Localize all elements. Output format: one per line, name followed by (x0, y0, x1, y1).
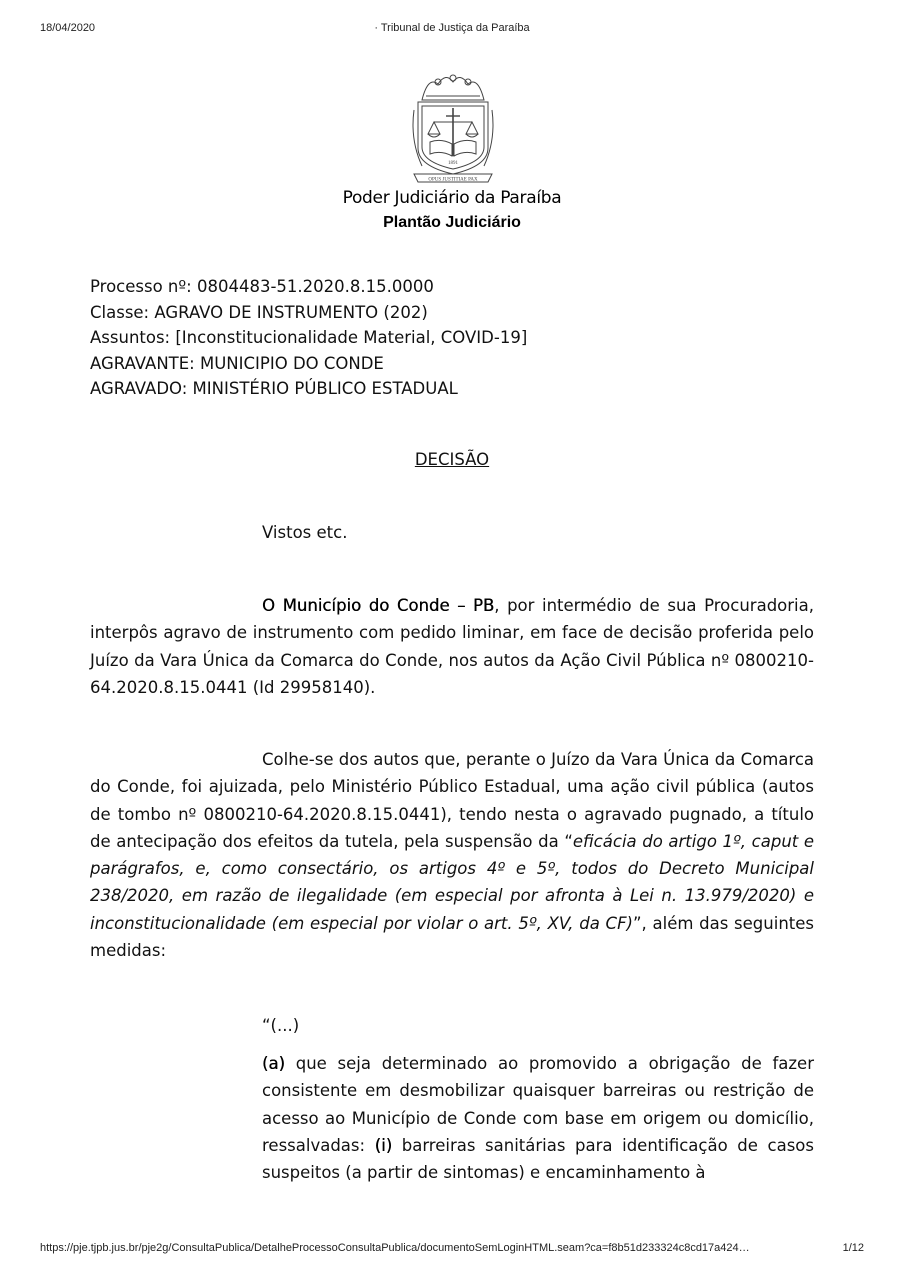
quote-open: “(...) (262, 1016, 300, 1035)
case-processo: Processo nº: 0804483-51.2020.8.15.0000 (90, 277, 434, 296)
print-header (0, 22, 904, 38)
org-subtitle: Plantão Judiciário (383, 214, 521, 231)
print-footer (0, 1242, 904, 1258)
case-assuntos: Assuntos: [Inconstitucionalidade Material, COVID-19] (90, 328, 528, 347)
quote-item-a-label: (a) (262, 1054, 285, 1073)
municipality-name: O Município do Conde – PB (262, 596, 495, 615)
quote-item-i-text: barreiras sanitárias para identificação de casos suspeitos (a partir de sintomas) e encaminhamento à (262, 1135, 814, 1183)
case-agravado: AGRAVADO: MINISTÉRIO PÚBLICO ESTADUAL (90, 379, 458, 398)
paragraph-vistos: Vistos etc. (262, 523, 348, 542)
decision-heading: DECISÃO (414, 450, 490, 469)
paragraph-facts (90, 746, 814, 964)
paragraph-facts-start: Colhe-se dos autos que, perante o Juízo da Vara Única da Comarca do Conde, foi ajuizada, pelo Ministério Público Estadual, uma ação civil pública (autos de tombo nº 0800210-64.2020.8.15.0441), tendo nesta o agravado pugnado, a título de antecipação dos efeitos da tutela, pela suspensão da “ (90, 750, 814, 851)
paragraph-intro-text: , por intermédio de sua Procuradoria, interpôs agravo de instrumento com pedido liminar, em face de decisão proferida pelo Juízo da Vara Única da Comarca do Conde, nos autos da Ação Civil Pública nº 0800210-64.2020.8.15.0441 (Id 29958140). (90, 596, 814, 697)
case-agravante: AGRAVANTE: MUNICIPIO DO CONDE (90, 353, 384, 373)
quote-item-a (262, 1050, 814, 1186)
org-title: Poder Judiciário da Paraíba (342, 188, 562, 208)
paragraph-facts-quote: eficácia do artigo 1º, caput e parágrafos, e, como consectário, os artigos 4º e 5º, todos do Decreto Municipal 238/2020, em razão de ilegalidade (em especial por afronta à Lei n. 13.979/2020) e inconstitucionalidade (em especial por violar o art. 5º, XV, da CF) (90, 831, 814, 933)
case-metadata (90, 274, 820, 402)
case-classe: Classe: AGRAVO DE INSTRUMENTO (202) (90, 302, 428, 322)
paragraph-facts-end: ”, além das seguintes medidas: (90, 913, 814, 961)
coat-of-arms-icon (408, 70, 498, 190)
document-url-link[interactable]: https://pje.tjpb.jus.br/pje2g/ConsultaPublica/DetalheProcessoConsultaPublica/documentoSemLoginHTML.seam?ca=f8b51d233324c8cd17a424… (40, 1242, 750, 1254)
page-number: 1/12 (842, 1242, 864, 1254)
quote-item-i-label: (i) (374, 1135, 393, 1155)
seal-year: 1891 (448, 161, 458, 166)
paragraph-intro (90, 592, 814, 701)
print-date: 18/04/2020 (40, 22, 96, 34)
seal-motto: OPUS JUSTITIAE PAX (428, 177, 478, 183)
quote-item-a-text: que seja determinado ao promovido a obrigação de fazer consistente em desmobilizar quaisquer barreiras ou restrição de acesso ao Município de Conde com base em origem ou domicílio, ressalvadas: (262, 1054, 814, 1155)
print-site-title: · Tribunal de Justiça da Paraíba (374, 22, 530, 34)
